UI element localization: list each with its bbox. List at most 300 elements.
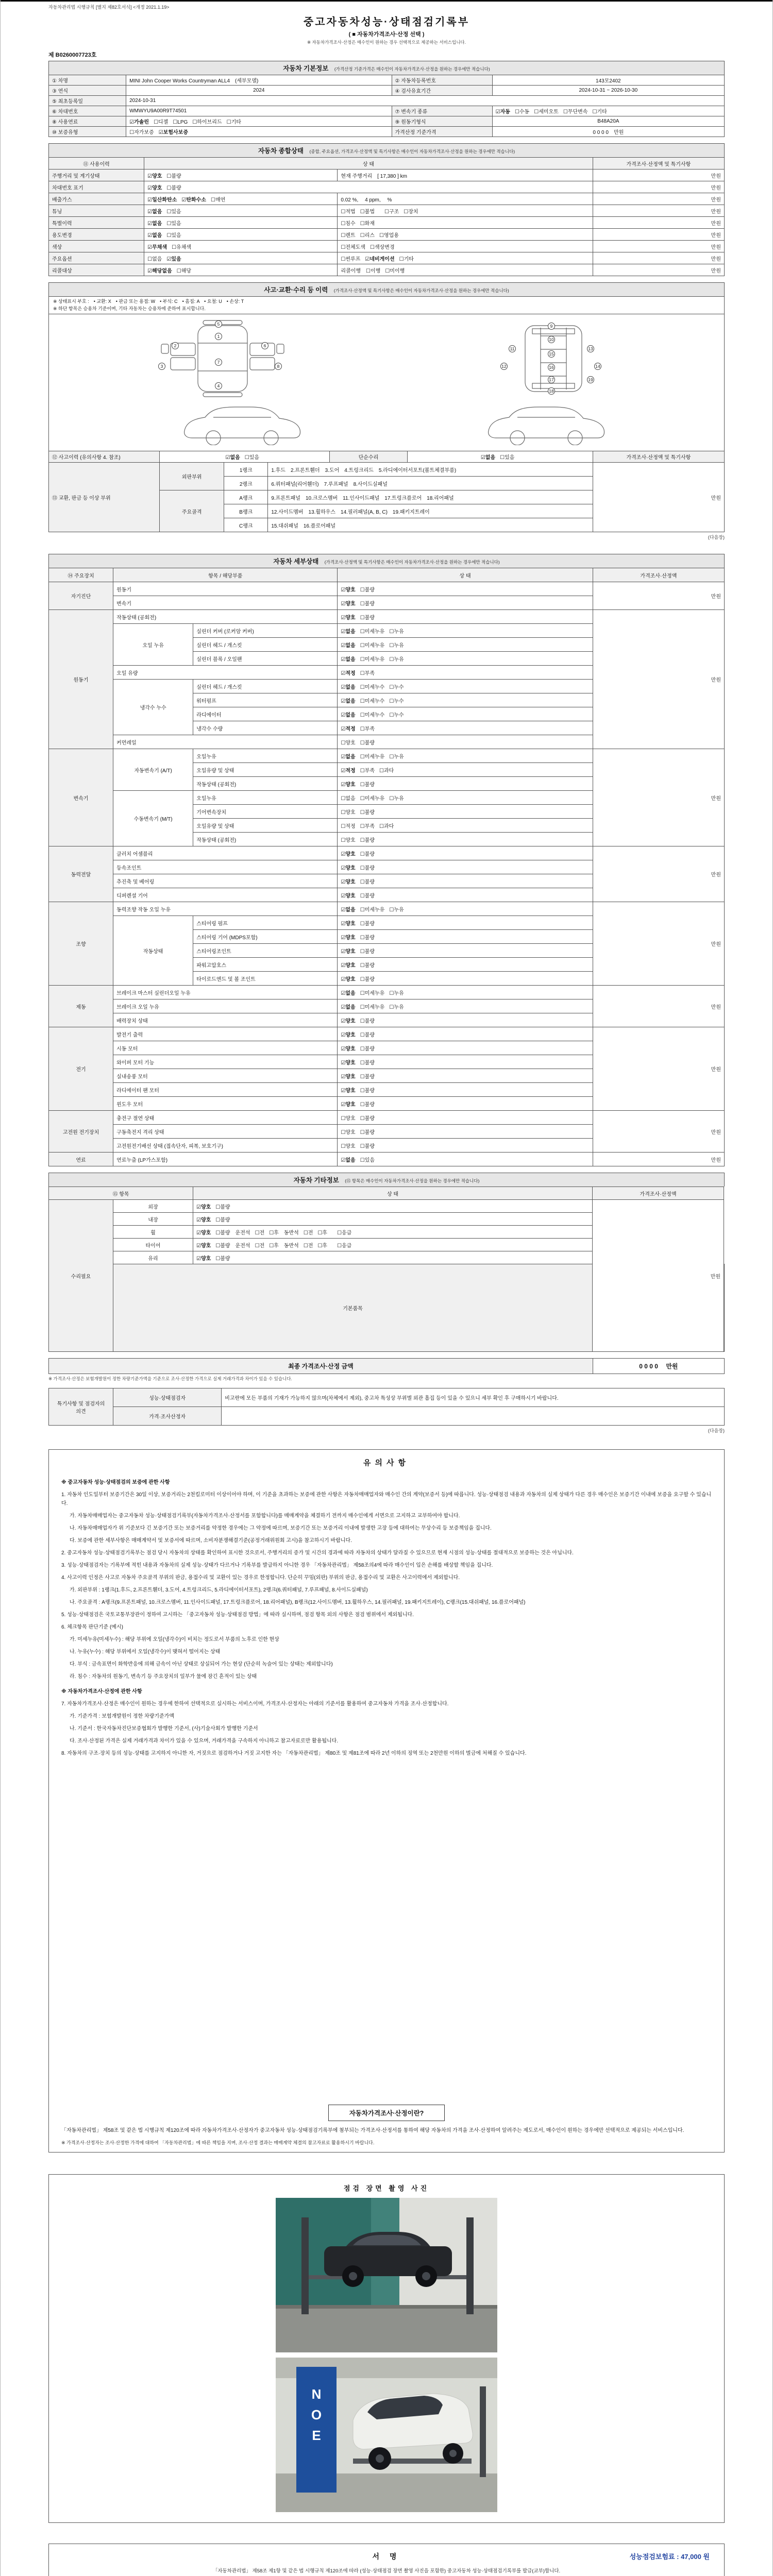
photo-section-title: 점검 장면 촬영 사진 bbox=[343, 2184, 430, 2192]
checkbox-unchecked[interactable]: ☐무단변속 bbox=[563, 109, 588, 115]
checkbox-unchecked[interactable]: ☐양호 bbox=[341, 809, 356, 816]
checkbox-unchecked[interactable]: ☐미세누유 bbox=[360, 642, 385, 649]
checkbox-checked[interactable]: ☑없음 bbox=[480, 455, 496, 461]
cell bbox=[593, 181, 724, 193]
cell-text: 만원 bbox=[711, 185, 721, 191]
checkbox-unchecked[interactable]: ☐불량 bbox=[360, 587, 375, 593]
checkbox-checked[interactable]: ☑양호 bbox=[341, 935, 356, 941]
checkbox-unchecked[interactable]: ☐적법 bbox=[341, 209, 356, 215]
checkbox-unchecked[interactable]: ☐불량 bbox=[360, 948, 375, 955]
checkbox-unchecked[interactable]: ☐없음 bbox=[147, 256, 162, 262]
checkbox-unchecked[interactable]: ☐불량 bbox=[360, 1129, 375, 1136]
checkbox-unchecked[interactable]: ☐매연 bbox=[211, 197, 226, 203]
checkbox-checked[interactable]: ☑없음 bbox=[341, 698, 356, 704]
checkbox-unchecked[interactable]: ☐전체도색 bbox=[341, 244, 366, 250]
cell-text: 만원 bbox=[711, 1067, 721, 1073]
cell bbox=[338, 680, 593, 693]
cell bbox=[49, 229, 144, 241]
cell bbox=[593, 846, 724, 902]
cell bbox=[338, 1041, 593, 1055]
checkbox-unchecked[interactable]: ☐후 bbox=[317, 1230, 333, 1236]
checkbox-checked[interactable]: ☑양호 bbox=[341, 976, 356, 982]
cell bbox=[113, 1097, 338, 1111]
checkbox-checked[interactable]: ☑없음 bbox=[147, 221, 162, 227]
checkbox-unchecked[interactable]: ☐양호 bbox=[341, 1115, 356, 1122]
cell-text: 15.대쉬패널 16.플로어패널 bbox=[271, 523, 336, 529]
checkbox-checked[interactable]: ☑양호 bbox=[341, 782, 356, 788]
notice-line: 7. 자동차가격조사·산정은 매수인이 원하는 경우에 한하여 선택적으로 실시하는 서비스이며, 가격조사·산정자는 아래의 기준서를 활용하여 중고자동차 가격을 조사·산정합니다. bbox=[61, 1701, 449, 1707]
checkbox-unchecked[interactable]: ☐불량 bbox=[360, 615, 375, 621]
checkbox-unchecked[interactable]: ☐부족 bbox=[360, 670, 375, 676]
checkbox-unchecked[interactable]: ☐있음 bbox=[166, 232, 181, 239]
table-row bbox=[49, 1200, 725, 1213]
checkbox-unchecked[interactable]: ☐있음 bbox=[166, 221, 181, 227]
cell bbox=[113, 888, 338, 902]
checkbox-unchecked[interactable]: ☐영업용 bbox=[379, 232, 399, 239]
notice-line: 가. 자동차매매업자는 중고자동차 성능·상태점검기록부(자동차가격조사·산정서를 포함합니다)를 매매계약을 체결하기 전까지 매수인에게 서면으로 고지하고 교부하여야 합니다. bbox=[70, 1513, 460, 1519]
cell bbox=[193, 930, 338, 944]
checkbox-unchecked[interactable]: ☐전 bbox=[255, 1230, 265, 1236]
cell bbox=[113, 680, 193, 735]
checkbox-checked[interactable]: ☑양호 bbox=[341, 921, 356, 927]
cell-text: 동력조향 작동 오일 누유 bbox=[116, 907, 171, 913]
cell bbox=[49, 1111, 113, 1153]
car-diagram-drawing bbox=[51, 316, 722, 445]
checkbox-unchecked[interactable]: ☐전 bbox=[303, 1243, 313, 1249]
checkbox-unchecked[interactable]: ☐누유 bbox=[389, 907, 404, 913]
checkbox-checked[interactable]: ☑일산화탄소 bbox=[147, 197, 177, 203]
checkbox-checked[interactable]: ☑양호 bbox=[196, 1230, 211, 1236]
cell-text: 발전기 출력 bbox=[116, 1032, 143, 1038]
checkbox-checked[interactable]: ☑없음 bbox=[341, 1157, 356, 1163]
checkbox-unchecked[interactable]: ☐있음 bbox=[166, 209, 181, 215]
cell-text: 기어변속장치 bbox=[196, 809, 227, 816]
checkbox-checked[interactable]: ☑없음 bbox=[341, 642, 356, 649]
checkbox-unchecked[interactable]: ☐미이행 bbox=[385, 268, 405, 274]
checkbox-unchecked[interactable]: ☐불량 bbox=[360, 1060, 375, 1066]
checkbox-unchecked[interactable]: ☐리스 bbox=[360, 232, 375, 239]
checkbox-unchecked[interactable]: ☐양호 bbox=[341, 740, 356, 746]
cell bbox=[144, 252, 338, 264]
checkbox-unchecked[interactable]: ☐부족 bbox=[360, 823, 375, 829]
checkbox-unchecked[interactable]: ☐불량 bbox=[360, 1088, 375, 1094]
signature-statute-line1: 「자동차관리법」 제58조 제1항 및 같은 법 시행규칙 제120조에 따라 (성능·상태점검 장면 촬영 사진을 포함한) 중고자동차 성능·상태점검기록부를 발급(교부)합니다. bbox=[212, 2568, 561, 2574]
checkbox-unchecked[interactable]: ☐디젤 bbox=[154, 120, 169, 125]
cell-text: 고전원전기배선 상태 (접속단자, 피복, 보호기구) bbox=[116, 1143, 223, 1149]
checkbox-unchecked[interactable]: ☐없음 bbox=[341, 795, 356, 802]
checkbox-unchecked[interactable]: ☐썬루프 bbox=[341, 256, 361, 262]
checkbox-unchecked[interactable]: ☐양호 bbox=[341, 1143, 356, 1149]
checkbox-unchecked[interactable]: ☐불량 bbox=[360, 809, 375, 816]
cell bbox=[113, 568, 338, 582]
cell-text: 워터펌프 bbox=[196, 698, 216, 704]
cell bbox=[49, 241, 144, 252]
checkbox-unchecked[interactable]: ☐미세누수 bbox=[360, 698, 385, 704]
checkbox-checked[interactable]: ☑양호 bbox=[341, 1032, 356, 1038]
checkbox-unchecked[interactable]: ☐과다 bbox=[379, 823, 394, 829]
checkbox-unchecked[interactable]: ☐누유 bbox=[389, 795, 404, 802]
checkbox-unchecked[interactable]: ☐불량 bbox=[360, 851, 375, 857]
cell-text: 냉각수 누수 bbox=[140, 705, 166, 711]
checkbox-checked[interactable]: ☑양호 bbox=[341, 587, 356, 593]
checkbox-unchecked[interactable]: ☐렌트 bbox=[341, 232, 356, 239]
cell bbox=[113, 1153, 338, 1166]
notice-spacer bbox=[61, 1758, 712, 2097]
checkbox-unchecked[interactable]: ☐미세누유 bbox=[360, 1004, 385, 1010]
cell-text: 상 태 bbox=[459, 573, 471, 579]
checkbox-unchecked[interactable]: ☐불량 bbox=[360, 935, 375, 941]
checkbox-unchecked[interactable]: ☐미세누유 bbox=[360, 656, 385, 663]
cell bbox=[338, 638, 593, 652]
checkbox-unchecked[interactable]: ☐불량 bbox=[360, 1115, 375, 1122]
checkbox-unchecked[interactable]: ☐있음 bbox=[244, 455, 260, 461]
checkbox-checked[interactable]: ☑없음 bbox=[341, 712, 356, 718]
table-row bbox=[49, 127, 725, 137]
cell bbox=[49, 181, 144, 193]
overall-state-table bbox=[48, 157, 725, 276]
cell bbox=[338, 791, 593, 805]
cell-text: 만원 bbox=[711, 495, 721, 501]
checkbox-unchecked[interactable]: ☐누유 bbox=[389, 754, 404, 760]
cell-text: 주요옵션 bbox=[52, 256, 72, 262]
checkbox-unchecked[interactable]: ☐수동 bbox=[514, 109, 530, 115]
checkbox-unchecked[interactable]: ☐양호 bbox=[341, 1129, 356, 1136]
cell-text: A랭크 bbox=[239, 495, 253, 501]
section-etc-title bbox=[48, 1173, 725, 1187]
cell-text: 파워고압호스 bbox=[196, 962, 227, 969]
cell bbox=[338, 986, 593, 999]
checkbox-unchecked[interactable]: ☐불량 bbox=[360, 837, 375, 843]
checkbox-unchecked[interactable]: ☐불량 bbox=[360, 1101, 375, 1108]
checkbox-checked[interactable]: ☑양호 bbox=[341, 893, 356, 899]
checkbox-checked[interactable]: ☑양호 bbox=[147, 185, 162, 191]
checkbox-unchecked[interactable]: ☐불량 bbox=[360, 879, 375, 885]
cell bbox=[113, 902, 338, 916]
checkbox-unchecked[interactable]: ☐불량 bbox=[360, 1032, 375, 1038]
checkbox-checked[interactable]: ☑양호 bbox=[341, 1088, 356, 1094]
checkbox-checked[interactable]: ☑자동 bbox=[495, 109, 510, 115]
checkbox-checked[interactable]: ☑양호 bbox=[341, 1074, 356, 1080]
notice-line: 나. 자동차매매업자가 위 기준보다 긴 보증기간 또는 보증거리를 약정한 경우에는 그 약정에 따르며, 보증기간 또는 보증거리 이내에 발생한 고장 등에 대하여는 무상수리 등 보증책임을 집니다. bbox=[70, 1526, 492, 1531]
cell bbox=[593, 1027, 724, 1111]
cell bbox=[193, 1213, 593, 1226]
diagram-number: 1 bbox=[215, 333, 222, 340]
checkbox-unchecked[interactable]: ☐불량 운전석 bbox=[215, 1243, 250, 1249]
checkbox-unchecked[interactable]: ☐불량 bbox=[166, 185, 181, 191]
checkbox-checked[interactable]: ☑네비게이션 bbox=[365, 256, 395, 262]
checkbox-unchecked[interactable]: ☐기타 bbox=[399, 256, 414, 262]
cell-text: C랭크 bbox=[239, 523, 253, 529]
cell bbox=[338, 568, 593, 582]
cell bbox=[144, 217, 338, 229]
cell bbox=[49, 582, 113, 610]
checkbox-checked[interactable]: ☑양호 bbox=[341, 962, 356, 969]
checkbox-checked[interactable]: ☑적정 bbox=[341, 670, 356, 676]
checkbox-unchecked[interactable]: ☐기타 bbox=[592, 109, 607, 115]
section-accident-title bbox=[48, 282, 725, 296]
checkbox-unchecked[interactable]: ☐불량 bbox=[360, 976, 375, 982]
checkbox-unchecked[interactable]: ☐불량 bbox=[360, 601, 375, 607]
checkbox-unchecked[interactable]: ☐미세누수 bbox=[360, 684, 385, 690]
cell bbox=[392, 106, 492, 116]
cell-text: 가격조사·산정액 및 특기사항 bbox=[626, 161, 691, 167]
accident-title-text: 사고·교환·수리 등 이력 bbox=[264, 286, 328, 294]
checkbox-checked[interactable]: ☑적정 bbox=[341, 726, 356, 732]
table-row bbox=[49, 96, 725, 106]
checkbox-unchecked[interactable]: ☐LPG bbox=[173, 120, 188, 125]
checkbox-unchecked[interactable]: ☐불량 bbox=[360, 1143, 375, 1149]
checkbox-unchecked[interactable]: ☐구조 bbox=[384, 209, 399, 215]
checkbox-unchecked[interactable]: ☐후 동반석 bbox=[269, 1230, 299, 1236]
checkbox-unchecked[interactable]: ☐색상변경 bbox=[370, 244, 395, 250]
checkbox-unchecked[interactable]: ☐부족 bbox=[360, 768, 375, 774]
checkbox-unchecked[interactable]: ☐누유 bbox=[389, 642, 404, 649]
cell bbox=[338, 1125, 593, 1139]
checkbox-checked[interactable]: ☑없음 bbox=[225, 455, 240, 461]
cell bbox=[193, 777, 338, 791]
cell bbox=[113, 1027, 338, 1041]
cell bbox=[113, 1083, 338, 1097]
checkbox-unchecked[interactable]: ☐있음 bbox=[500, 455, 515, 461]
cell bbox=[113, 874, 338, 888]
checkbox-checked[interactable]: ☑없음 bbox=[147, 232, 162, 239]
checkbox-unchecked[interactable]: ☐누수 bbox=[389, 712, 404, 718]
cell bbox=[593, 986, 724, 1027]
cell-text: 리콜대상 bbox=[52, 268, 72, 274]
cell bbox=[593, 451, 724, 463]
checkbox-checked[interactable]: ☑있음 bbox=[166, 256, 181, 262]
checkbox-unchecked[interactable]: ☐유채색 bbox=[172, 244, 192, 250]
checkbox-unchecked[interactable]: ☐불량 bbox=[215, 1256, 230, 1262]
checkbox-unchecked[interactable]: ☐세미오토 bbox=[534, 109, 559, 115]
cell-text: 수리필요 bbox=[71, 1274, 91, 1280]
checkbox-checked[interactable]: ☑양호 bbox=[196, 1256, 211, 1262]
cell-text: 만원 bbox=[711, 244, 721, 250]
checkbox-unchecked[interactable]: ☐불량 bbox=[360, 893, 375, 899]
checkbox-unchecked[interactable]: ☐화재 bbox=[360, 221, 375, 227]
checkbox-checked[interactable]: ☑보험사보증 bbox=[158, 130, 188, 135]
overall-title-text: 자동차 종합상태 bbox=[258, 147, 304, 155]
checkbox-checked[interactable]: ☑양호 bbox=[147, 173, 162, 179]
checkbox-checked[interactable]: ☑없음 bbox=[341, 684, 356, 690]
checkbox-unchecked[interactable]: ☐누수 bbox=[389, 698, 404, 704]
checkbox-unchecked[interactable]: ☐누유 bbox=[389, 1004, 404, 1010]
checkbox-unchecked[interactable]: ☐응급 bbox=[337, 1243, 352, 1249]
checkbox-unchecked[interactable]: ☐미세누유 bbox=[360, 629, 385, 635]
checkbox-unchecked[interactable]: ☐후 동반석 bbox=[269, 1243, 299, 1249]
checkbox-checked[interactable]: ☑양호 bbox=[196, 1204, 211, 1210]
checkbox-checked[interactable]: ☑없음 bbox=[147, 209, 162, 215]
checkbox-unchecked[interactable]: ☐불량 bbox=[215, 1204, 230, 1210]
checkbox-unchecked[interactable]: ☐누유 bbox=[389, 629, 404, 635]
next-page-marker: (다음장) bbox=[708, 1428, 725, 1433]
table-row bbox=[49, 217, 725, 229]
checkbox-unchecked[interactable]: ☐하이브리드 bbox=[192, 120, 222, 125]
cell bbox=[49, 116, 126, 127]
checkbox-unchecked[interactable]: ☐이행 bbox=[366, 268, 381, 274]
cell bbox=[492, 116, 724, 127]
checkbox-checked[interactable]: ☑탄화수소 bbox=[181, 197, 206, 203]
detail-title-note: (가격조사·산정액 및 특기사항은 매수인이 자동차가격조사·산정을 원하는 경우에만 적습니다) bbox=[324, 560, 500, 565]
cell bbox=[338, 958, 593, 972]
checkbox-checked[interactable]: ☑없음 bbox=[341, 754, 356, 760]
notice-line: ※ 중고자동차 성능·상태점검의 보증에 관한 사항 bbox=[61, 1480, 170, 1485]
checkbox-unchecked[interactable]: ☐응급 bbox=[337, 1230, 352, 1236]
table-row bbox=[49, 902, 725, 916]
checkbox-checked[interactable]: ☑없음 bbox=[341, 990, 356, 996]
checkbox-unchecked[interactable]: ☐불량 bbox=[166, 173, 181, 179]
cell bbox=[113, 846, 338, 860]
cell-text: MINI John Cooper Works Countryman ALL4 (세부모델) bbox=[129, 78, 259, 84]
checkbox-unchecked[interactable]: ☐양호 bbox=[341, 837, 356, 843]
cell-text: 배력장치 상태 bbox=[116, 1018, 148, 1024]
cell bbox=[49, 749, 113, 846]
checkbox-checked[interactable]: ☑양호 bbox=[341, 1060, 356, 1066]
checkbox-unchecked[interactable]: ☐미세누유 bbox=[360, 754, 385, 760]
cell bbox=[193, 638, 338, 652]
checkbox-checked[interactable]: ☑양호 bbox=[341, 1101, 356, 1108]
checkbox-checked[interactable]: ☑양호 bbox=[341, 851, 356, 857]
cell-text: 기본품목 bbox=[343, 1306, 363, 1312]
checkbox-unchecked[interactable]: ☐장치 bbox=[404, 209, 418, 215]
checkbox-unchecked[interactable]: ☐불량 bbox=[360, 921, 375, 927]
cell-text: 2024-10-31 bbox=[129, 98, 156, 104]
checkbox-unchecked[interactable]: ☐전 bbox=[303, 1230, 313, 1236]
checkbox-checked[interactable]: ☑양호 bbox=[341, 615, 356, 621]
cell-text: ④ 검사유효기간 bbox=[395, 89, 431, 94]
checkbox-unchecked[interactable]: ☐부족 bbox=[360, 726, 375, 732]
cell bbox=[113, 582, 338, 596]
cell bbox=[593, 217, 724, 229]
cell bbox=[593, 1187, 724, 1200]
checkbox-checked[interactable]: ☑가솔린 bbox=[129, 120, 149, 125]
checkbox-unchecked[interactable]: ☐불량 운전석 bbox=[215, 1230, 250, 1236]
cell bbox=[593, 749, 724, 846]
cell bbox=[492, 86, 724, 96]
checkbox-unchecked[interactable]: ☐불량 bbox=[215, 1217, 230, 1223]
cell-text: 가격조사·산정액 및 특기사항 bbox=[626, 455, 691, 461]
cell bbox=[392, 86, 492, 96]
cell bbox=[126, 75, 392, 86]
diagram-number: 14 bbox=[594, 363, 601, 370]
cell-text: 12.사이드멤버 13.휠하우스 14.필러패널(A, B, C) 19.패키지트레이 bbox=[271, 509, 430, 515]
checkbox-checked[interactable]: ☑양호 bbox=[341, 1018, 356, 1024]
checkbox-unchecked[interactable]: ☐미세누수 bbox=[360, 712, 385, 718]
cell bbox=[193, 1251, 593, 1264]
checkbox-unchecked[interactable]: ☐적정 bbox=[341, 823, 356, 829]
cell bbox=[144, 264, 338, 276]
cell-text: 배출가스 bbox=[52, 197, 72, 203]
checkbox-checked[interactable]: ☑양호 bbox=[341, 865, 356, 871]
checkbox-checked[interactable]: ☑없음 bbox=[341, 907, 356, 913]
cell bbox=[224, 518, 268, 532]
etc-title-text: 자동차 기타정보 bbox=[293, 1177, 339, 1184]
checkbox-checked[interactable]: ☑양호 bbox=[341, 601, 356, 607]
cell-text: 자동변속기 (A/T) bbox=[134, 768, 172, 774]
table-row bbox=[49, 1153, 725, 1166]
cell bbox=[113, 1139, 338, 1153]
checkbox-checked[interactable]: ☑양호 bbox=[341, 1046, 356, 1052]
checkbox-unchecked[interactable]: ☐불량 bbox=[360, 740, 375, 746]
checkbox-unchecked[interactable]: ☐누유 bbox=[389, 656, 404, 663]
cell-text: 만원 bbox=[711, 795, 721, 802]
cell bbox=[338, 624, 593, 638]
checkbox-unchecked[interactable]: ☐전 bbox=[255, 1243, 265, 1249]
cell bbox=[113, 1264, 593, 1352]
checkbox-unchecked[interactable]: ☐불량 bbox=[360, 1074, 375, 1080]
cell-text: ⑤ 최초등록일 bbox=[52, 99, 83, 105]
checkbox-unchecked[interactable]: ☐미세누유 bbox=[360, 907, 385, 913]
checkbox-checked[interactable]: ☑양호 bbox=[196, 1243, 211, 1249]
cell bbox=[338, 193, 593, 205]
cell bbox=[268, 490, 593, 504]
cell bbox=[49, 610, 113, 749]
checkbox-checked[interactable]: ☑양호 bbox=[341, 879, 356, 885]
table-row bbox=[49, 749, 725, 763]
checkbox-checked[interactable]: ☑없음 bbox=[341, 629, 356, 635]
cell bbox=[49, 451, 160, 463]
cell-text: 실린더 블록 / 오일팬 bbox=[196, 656, 242, 663]
cell bbox=[193, 680, 338, 693]
checkbox-unchecked[interactable]: ☐불량 bbox=[360, 782, 375, 788]
checkbox-unchecked[interactable]: ☐불량 bbox=[360, 1046, 375, 1052]
cell bbox=[49, 193, 144, 205]
checkbox-unchecked[interactable]: ☐불법 bbox=[360, 209, 380, 215]
checkbox-unchecked[interactable]: ☐불량 bbox=[360, 962, 375, 969]
table-row bbox=[49, 1407, 725, 1426]
notice-line: ※ 자동차가격조사·산정에 관한 사항 bbox=[61, 1689, 142, 1694]
diagram-number: 10 bbox=[548, 336, 555, 343]
checkbox-unchecked[interactable]: ☐미세누유 bbox=[360, 795, 385, 802]
checkbox-checked[interactable]: ☑무채색 bbox=[147, 244, 167, 250]
checkbox-unchecked[interactable]: ☐과다 bbox=[379, 768, 394, 774]
checkbox-unchecked[interactable]: ☐있음 bbox=[360, 1157, 375, 1163]
cell bbox=[338, 217, 593, 229]
checkbox-unchecked[interactable]: ☐미세누유 bbox=[360, 990, 385, 996]
checkbox-checked[interactable]: ☑없음 bbox=[341, 656, 356, 663]
cell bbox=[338, 596, 593, 610]
cell bbox=[49, 1153, 113, 1166]
checkbox-checked[interactable]: ☑해당없음 bbox=[147, 268, 172, 274]
cell-text: 주요골격 bbox=[181, 509, 202, 515]
cell-text: 가격조사·산정액 bbox=[640, 573, 677, 579]
checkbox-checked[interactable]: ☑양호 bbox=[341, 948, 356, 955]
cell bbox=[144, 181, 593, 193]
cell bbox=[49, 264, 144, 276]
cell bbox=[113, 999, 338, 1013]
checkbox-unchecked[interactable]: ☐기타 bbox=[226, 120, 241, 125]
checkbox-unchecked[interactable]: ☐누수 bbox=[389, 684, 404, 690]
cell bbox=[338, 874, 593, 888]
checkbox-unchecked[interactable]: ☐불량 bbox=[360, 865, 375, 871]
checkbox-checked[interactable]: ☑양호 bbox=[196, 1217, 211, 1223]
checkbox-unchecked[interactable]: ☐해당 bbox=[176, 268, 192, 274]
accident-legend-line1: ※ 상태표시 부호 : • 교환: X • 판금 또는 용접: W • 부식: C • 흠집: A • 요철: U • 손상: T bbox=[53, 299, 244, 304]
cell-text: 유리 bbox=[148, 1256, 158, 1262]
checkbox-checked[interactable]: ☑없음 bbox=[341, 1004, 356, 1010]
checkbox-checked[interactable]: ☑적정 bbox=[341, 768, 356, 774]
cell-text: 변속기 bbox=[116, 601, 132, 607]
checkbox-unchecked[interactable]: ☐불량 bbox=[360, 1018, 375, 1024]
photo-pillar-letter: O bbox=[311, 2407, 322, 2422]
checkbox-unchecked[interactable]: ☐자가보증 bbox=[129, 130, 154, 135]
checkbox-unchecked[interactable]: ☐누유 bbox=[389, 990, 404, 996]
checkbox-unchecked[interactable]: ☐침수 bbox=[341, 221, 356, 227]
cell bbox=[593, 1359, 724, 1374]
checkbox-unchecked[interactable]: ☐후 bbox=[317, 1243, 333, 1249]
cell-text: 현재 주행거리 [ 17,380 ] km bbox=[341, 173, 407, 179]
accident-history-table bbox=[48, 451, 725, 463]
